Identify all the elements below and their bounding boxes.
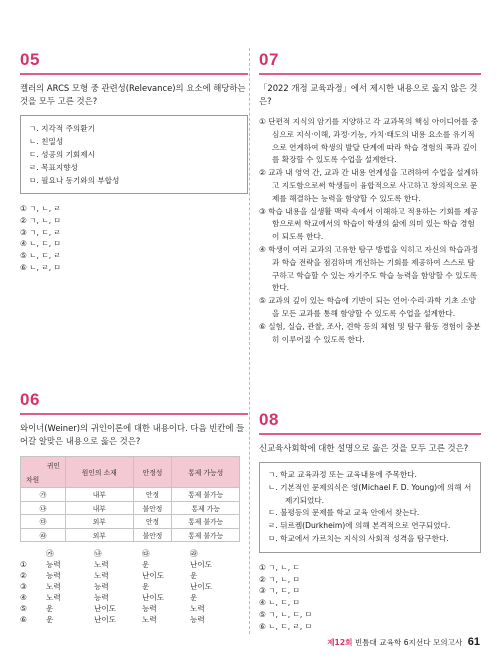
- statement-item: ㅁ. 필요나 동기와의 부합성: [29, 176, 120, 185]
- option-number: ②: [20, 571, 27, 580]
- answer-option[interactable]: ② ㄱ, ㄴ, ㅁ: [20, 215, 61, 225]
- statement-item: ㄷ. 성공의 기회제시: [29, 150, 95, 159]
- answer-option[interactable]: ③ ㄱ, ㄷ, ㅁ: [259, 586, 300, 596]
- option-cell: 능력: [94, 582, 109, 591]
- option-cell: 노력: [46, 593, 61, 602]
- option-cell: 능력: [46, 571, 61, 580]
- corner-label-top: 귀인: [46, 462, 60, 470]
- table-row: [21, 528, 240, 542]
- answer-options: [259, 116, 481, 346]
- question-rule: [259, 433, 481, 435]
- question-stem: 신교육사회학에 대한 설명으로 옳은 것을 모두 고른 것은?: [259, 443, 469, 453]
- option-cell: 능력: [142, 604, 157, 613]
- statement-item: ㄹ. 목표지향성: [29, 163, 78, 172]
- table-header: 통제 가능성: [172, 457, 240, 488]
- option-cell: 난이도: [142, 571, 165, 580]
- attribution-table: [20, 456, 240, 542]
- table-cell: 통제 불가능: [172, 488, 240, 502]
- table-header: 원인의 소재: [66, 457, 134, 488]
- answer-options: [20, 203, 248, 274]
- option-number: ④: [20, 593, 27, 602]
- question-number: 08: [259, 410, 279, 429]
- question-rule: [20, 413, 248, 415]
- statement-box: [20, 115, 248, 194]
- option-number: ⑥: [20, 615, 27, 624]
- option-cell: 운: [190, 571, 198, 580]
- answer-option[interactable]: [20, 603, 238, 614]
- option-cell: 노력: [190, 604, 205, 613]
- answer-options: [259, 562, 481, 633]
- table-header: 안정성: [133, 457, 172, 488]
- table-cell: 안정: [133, 488, 172, 502]
- statement-item: ㄴ. 친밀성: [29, 137, 64, 146]
- footer-exam-round: 제12회: [327, 638, 353, 647]
- question-stem: 와이너(Weiner)의 귀인이론에 대한 내용이다. 다음 빈칸에 들어갈 알맞은 내용으로 옳은 것은?: [20, 423, 245, 446]
- table-cell: ㉱: [21, 528, 66, 542]
- option-cell: 운: [142, 582, 150, 591]
- option-cell: 운: [190, 593, 198, 602]
- choice-header: ㉱: [190, 549, 198, 558]
- option-cell: 능력: [190, 615, 205, 624]
- table-corner-cell: [21, 457, 66, 488]
- answer-choice-table: [20, 548, 238, 625]
- footer-exam-title: 빈틈대 교육학 6지선다 모의고사: [352, 638, 463, 647]
- table-row: [21, 501, 240, 515]
- table-row: [21, 515, 240, 529]
- statement-item: ㄱ. 학교 교육과정 또는 교육내용에 주목한다.: [268, 470, 417, 479]
- question-06: [20, 390, 248, 625]
- answer-option[interactable]: [20, 559, 238, 570]
- answer-option[interactable]: ① ㄱ, ㄴ, ㄹ: [20, 204, 61, 213]
- statement-item: ㄷ. 불평등의 문제를 학교 교육 안에서 찾는다.: [268, 508, 420, 518]
- option-cell: 노력: [94, 560, 109, 569]
- answer-option[interactable]: [20, 581, 238, 592]
- answer-option[interactable]: ③ 학습 내용을 실생활 맥락 속에서 이해하고 적용하는 기회를 제공함으로써 학교에서의 학습이 학생의 삶에 의미 있는 학습 경험이 되도록 한다.: [259, 206, 479, 242]
- option-cell: 능력: [46, 560, 61, 569]
- answer-option[interactable]: [20, 614, 238, 625]
- answer-option[interactable]: [20, 592, 238, 603]
- table-cell: ㉯: [21, 501, 66, 515]
- option-cell: 난이도: [94, 615, 117, 624]
- table-cell: 통제 불가능: [172, 515, 240, 529]
- question-stem: 「2022 개정 교육과정」에서 제시한 내용으로 옳지 않은 것은?: [259, 83, 478, 106]
- answer-option[interactable]: [20, 570, 238, 581]
- statement-box: [259, 462, 481, 553]
- table-cell: ㉰: [21, 515, 66, 529]
- table-cell: 내부: [66, 488, 134, 502]
- answer-option[interactable]: ③ ㄱ, ㄷ, ㄹ: [20, 227, 61, 237]
- option-number: ⑤: [20, 604, 27, 613]
- table-cell: 불안정: [133, 501, 172, 515]
- question-rule: [259, 73, 481, 75]
- statement-item: ㄹ. 뒤르켐(Durkheim)에 의해 본격적으로 연구되었다.: [268, 521, 451, 531]
- question-07: [259, 50, 481, 346]
- table-cell: 통제 가능: [172, 501, 240, 515]
- table-cell: 불안정: [133, 528, 172, 542]
- answer-option[interactable]: ⑥ ㄴ, ㄹ, ㅁ: [20, 262, 61, 272]
- table-cell: 외부: [66, 515, 134, 529]
- answer-option[interactable]: ④ ㄴ, ㄷ, ㅁ: [20, 239, 61, 249]
- answer-option[interactable]: ① ㄱ, ㄴ, ㄷ: [259, 562, 300, 572]
- column-divider: [249, 48, 250, 634]
- statement-item: ㅁ. 학교에서 가르치는 지식의 사회적 성격을 탐구한다.: [268, 533, 449, 543]
- question-rule: [20, 73, 248, 75]
- answer-option[interactable]: ⑥ ㄴ, ㄷ, ㄹ, ㅁ: [259, 621, 313, 631]
- option-number: ①: [20, 560, 27, 569]
- answer-option[interactable]: ⑤ 교과의 깊이 있는 학습에 기반이 되는 언어·수리·과학 기초 소양을 모든 교과를 통해 함양할 수 있도록 수업을 설계한다.: [259, 296, 476, 318]
- question-stem: 켈러의 ARCS 모형 중 관련성(Relevance)의 요소에 해당하는 것을 모두 고른 것은?: [20, 83, 246, 106]
- option-cell: 운: [46, 615, 54, 624]
- choice-header: ㉰: [142, 549, 150, 558]
- option-cell: 난이도: [190, 560, 213, 569]
- table-cell: 통제 불가능: [172, 528, 240, 542]
- answer-option[interactable]: ⑥ 실험, 실습, 관찰, 조사, 견학 등의 체험 및 탐구 활동 경험이 충분히 이루어질 수 있도록 한다.: [259, 321, 481, 344]
- choice-header: ㉯: [94, 549, 102, 558]
- answer-option[interactable]: ⑤ ㄴ, ㄷ, ㄹ: [20, 251, 61, 261]
- option-number: ③: [20, 582, 27, 591]
- option-cell: 노력: [94, 571, 109, 580]
- question-number: 07: [259, 50, 279, 69]
- page-number: 61: [467, 636, 480, 648]
- option-cell: 운: [46, 604, 54, 613]
- answer-option[interactable]: ⑤ ㄱ, ㄴ, ㄷ, ㅁ: [259, 609, 313, 619]
- table-row: [21, 488, 240, 502]
- option-cell: 난이도: [190, 582, 213, 591]
- table-cell: ㉮: [21, 488, 66, 502]
- table-cell: 외부: [66, 528, 134, 542]
- answer-option[interactable]: ① 단편적 지식의 암기를 지양하고 각 교과목의 핵심 아이디어를 중심으로 지식·이해, 과정·기능, 가치·태도의 내용 요소를 유기적으로 연계하여 학생의 발달 단계에 따라 학습 경험의 폭과 깊이를 확장할 수 있도록 수업을 설계한다.: [259, 117, 479, 165]
- answer-option[interactable]: ② 교과 내 영역 간, 교과 간 내용 연계성을 고려하여 수업을 설계하고 지도함으로써 학생들이 융합적으로 사고하고 창의적으로 문제를 해결하는 능력을 함양할 수 있도록 한다.: [259, 168, 479, 203]
- option-cell: 노력: [142, 615, 157, 624]
- option-cell: 난이도: [94, 604, 117, 613]
- option-cell: 운: [142, 560, 150, 569]
- question-08: [259, 410, 481, 633]
- option-cell: 노력: [46, 582, 61, 591]
- table-cell: 내부: [66, 501, 134, 515]
- answer-option[interactable]: ④ ㄴ, ㄷ, ㅁ: [259, 598, 300, 608]
- answer-option[interactable]: ④ 학생이 여러 교과의 고유한 탐구 방법을 익히고 자신의 학습과정과 학습 전략을 점검하며 개선하는 기회를 제공하여 스스로 탐구하고 학습할 수 있는 자기주도 학습 능력을 함양할 수 있도록 한다.: [259, 244, 479, 293]
- option-cell: 난이도: [142, 593, 165, 602]
- corner-label-bottom: 차원: [26, 476, 40, 484]
- option-cell: 능력: [94, 593, 109, 602]
- question-number: 05: [20, 50, 40, 69]
- answer-option[interactable]: ② ㄱ, ㄴ, ㅁ: [259, 574, 300, 584]
- choice-header-row: [20, 548, 238, 559]
- choice-header: ㉮: [46, 549, 54, 558]
- statement-item: ㄴ. 기본적인 문제의식은 영(Michael F. D. Young)에 의해 서 제기되었다.: [268, 482, 472, 505]
- statement-item: ㄱ. 지각적 주의환기: [29, 124, 95, 133]
- table-cell: 안정: [133, 515, 172, 529]
- question-05: [20, 50, 248, 274]
- question-number: 06: [20, 390, 40, 409]
- page-footer: [327, 636, 480, 648]
